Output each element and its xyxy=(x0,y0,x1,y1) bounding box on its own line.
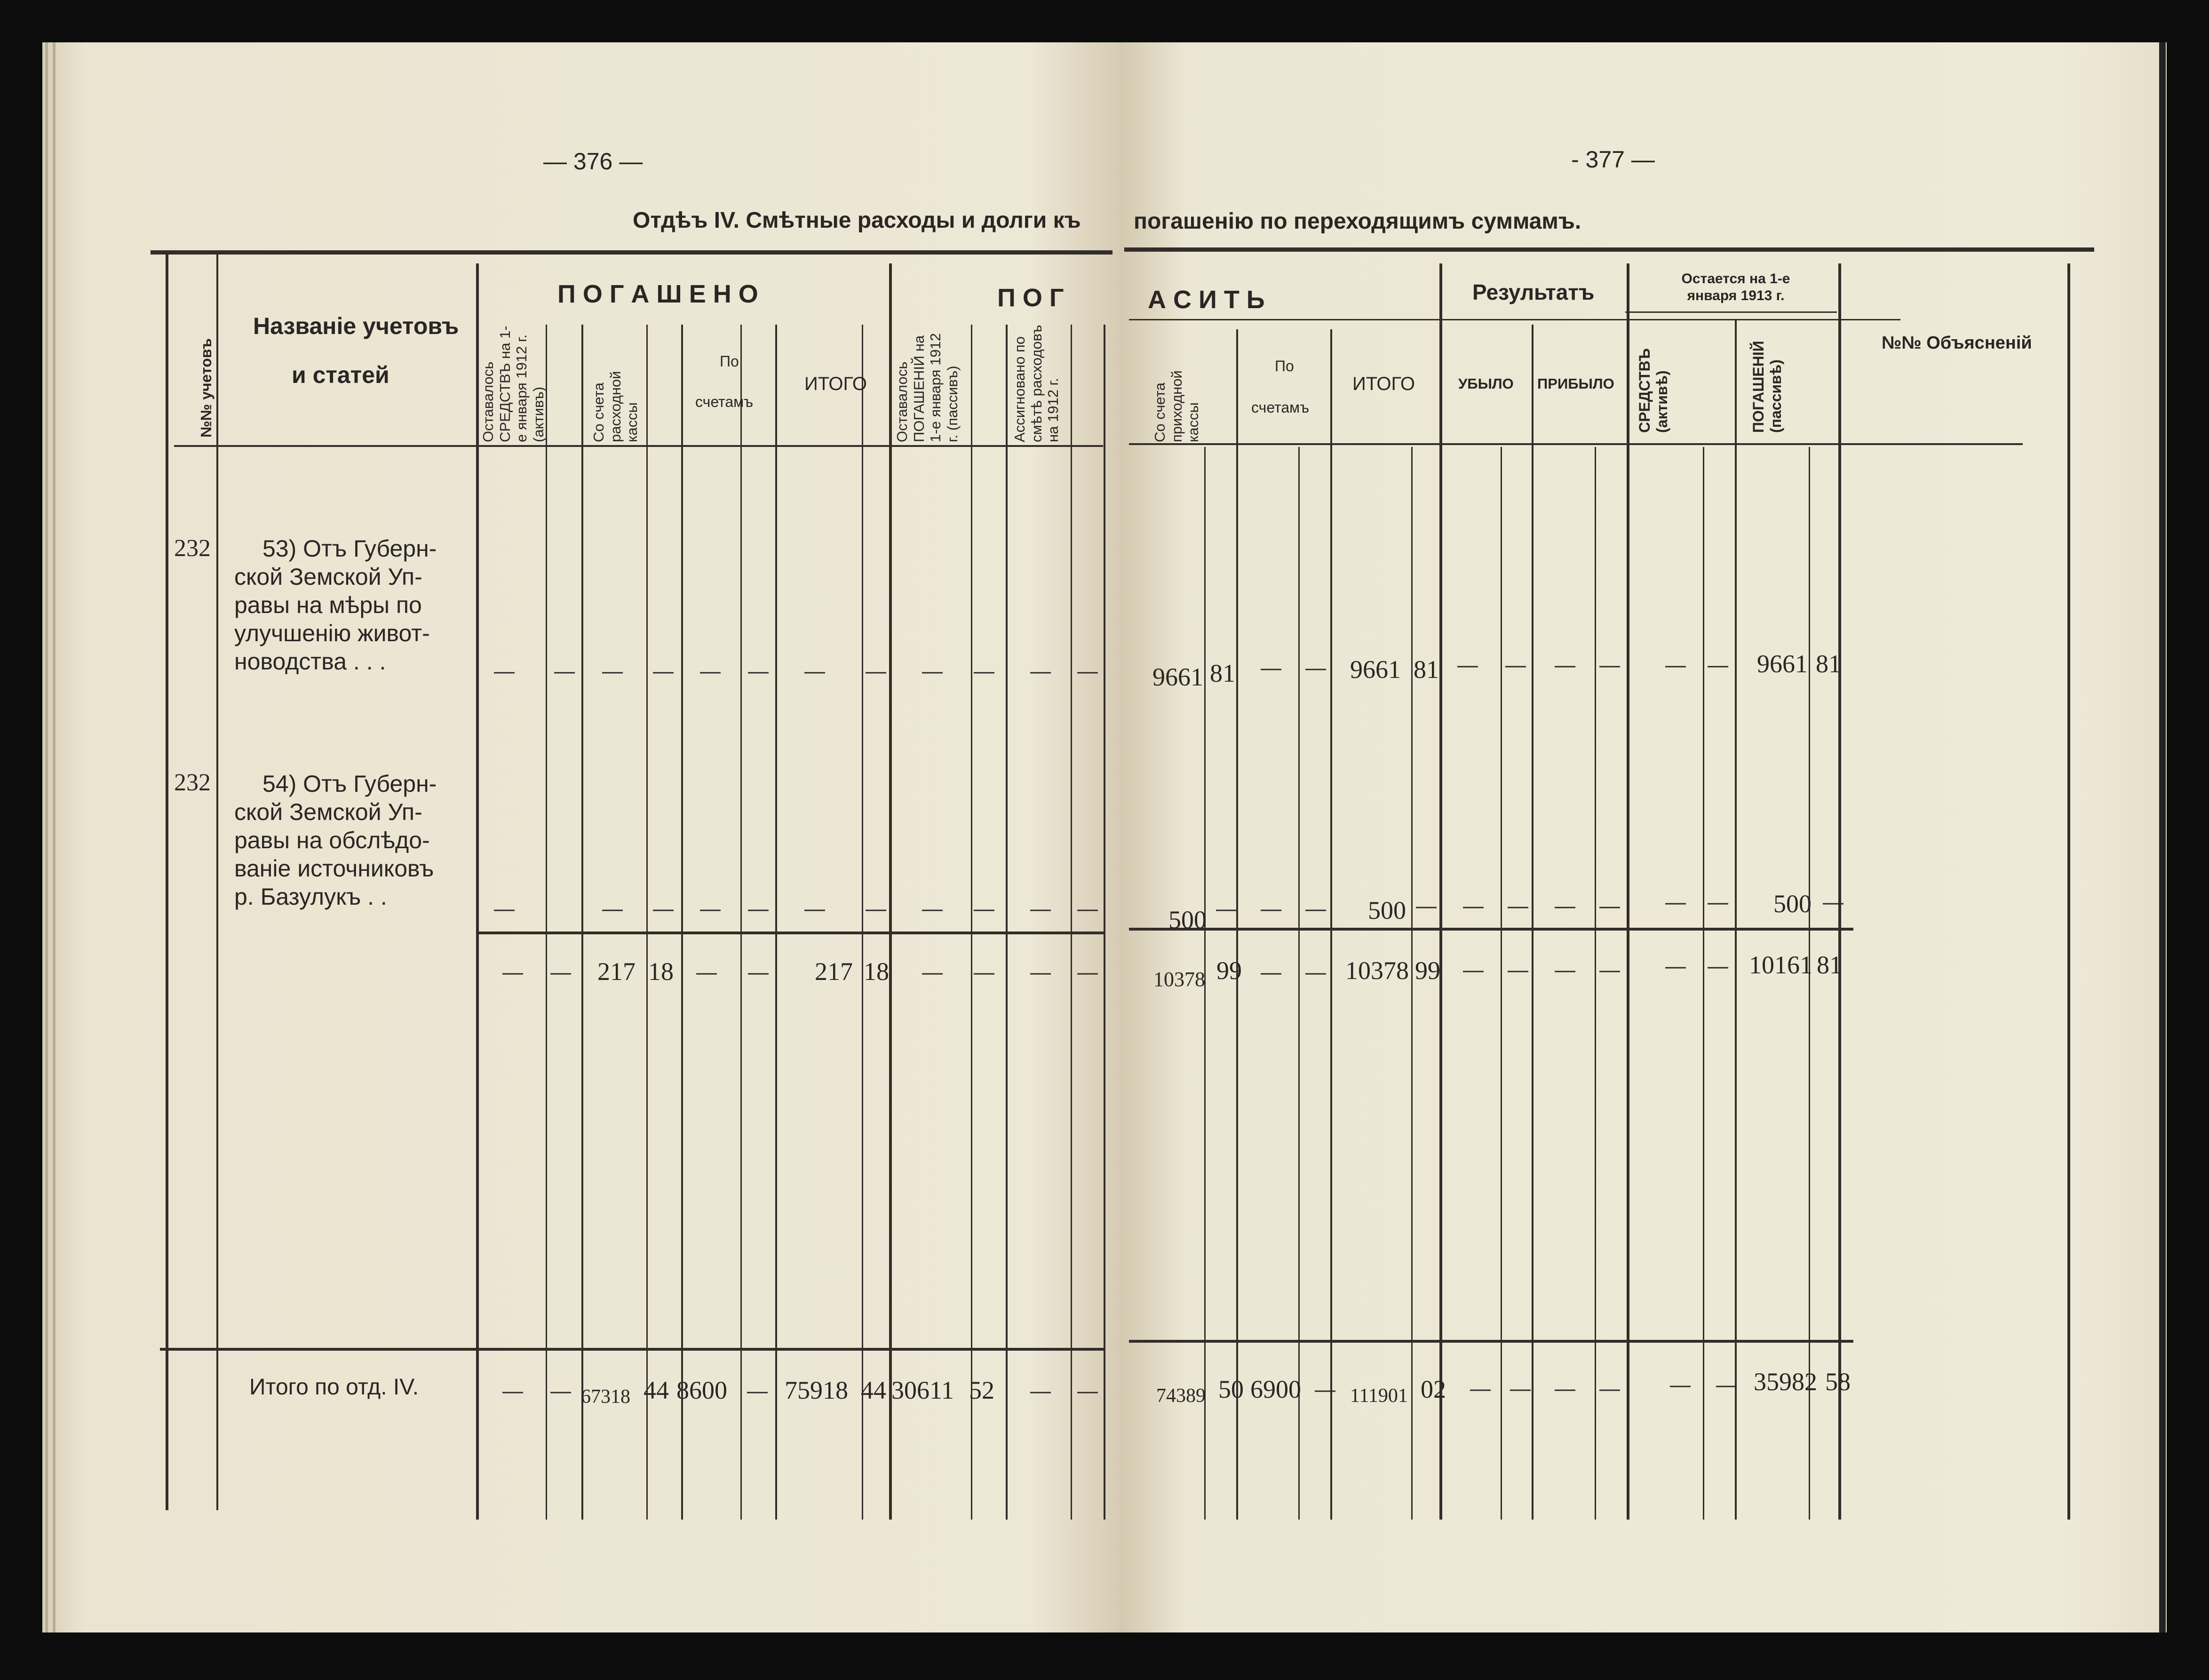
empty-cell-dash: — xyxy=(1555,894,1575,917)
empty-cell-dash: — xyxy=(974,660,994,683)
total-income-rubles: 74389 xyxy=(1156,1385,1206,1407)
col-rule xyxy=(581,325,583,1520)
empty-cell-dash: — xyxy=(700,660,721,683)
total-remain-kopecks: 58 xyxy=(1825,1368,1851,1396)
header-rule xyxy=(174,445,1103,447)
total-debts-kopecks: 52 xyxy=(969,1376,994,1404)
group-rule xyxy=(1625,311,1837,313)
col-rule xyxy=(546,325,547,1520)
empty-cell-dash: — xyxy=(1555,653,1575,677)
total-expense-rubles: 67318 xyxy=(581,1386,630,1408)
total-rule xyxy=(160,1348,1105,1351)
header-by-accounts-l1: По xyxy=(1275,358,1294,374)
page-number-right: - 377 — xyxy=(1571,146,1655,173)
empty-cell-dash: — xyxy=(1463,894,1484,917)
empty-cell-dash: — xyxy=(494,897,515,920)
subtotal-expense-rubles: 217 xyxy=(597,957,636,986)
header-by-accounts-l1: По xyxy=(720,353,739,370)
empty-cell-dash: — xyxy=(1716,1373,1737,1396)
empty-cell-dash: — xyxy=(922,660,943,683)
empty-cell-dash: — xyxy=(1261,897,1281,920)
empty-cell-dash: — xyxy=(1505,653,1526,677)
subtotal-income-rubles: 10378 xyxy=(1153,968,1205,991)
account-number: 232 xyxy=(174,535,211,562)
header-pogasit-left: П О Г xyxy=(997,284,1064,312)
total-label: Итого по отд. IV. xyxy=(249,1375,419,1400)
col-rule xyxy=(476,263,479,1520)
empty-cell-dash: — xyxy=(974,897,994,920)
section-title-left: Отдѣъ IV. Смѣтные расходы и долги къ xyxy=(633,208,1081,233)
empty-cell-dash: — xyxy=(602,897,623,920)
empty-cell-dash: — xyxy=(602,660,623,683)
header-decreased: УБЫЛО xyxy=(1458,375,1514,392)
subtotal-total2-kopecks: 99 xyxy=(1415,956,1440,985)
empty-cell-dash: — xyxy=(922,961,943,984)
header-pogasit-right: А С И Т Ь xyxy=(1148,286,1265,314)
subtotal-total2-rubles: 10378 xyxy=(1345,956,1409,985)
empty-cell-dash: — xyxy=(1599,894,1620,917)
total-income-kopecks: 50 xyxy=(1218,1375,1244,1403)
header-name-line2: и статей xyxy=(292,362,389,388)
empty-cell-dash: — xyxy=(1261,961,1281,984)
header-col-assigned: Ассигновано по смѣтѣ расходовъ на 1912 г. xyxy=(1011,325,1062,442)
page-edge xyxy=(45,42,48,1632)
col-rule xyxy=(1298,447,1300,1520)
row-description-line: новодства . . . xyxy=(234,648,386,675)
col-rule xyxy=(2067,263,2070,1520)
empty-cell-dash: — xyxy=(922,897,943,920)
empty-cell-dash: — xyxy=(1030,897,1051,920)
col-rule xyxy=(216,254,218,1510)
header-total: ИТОГО xyxy=(804,374,867,394)
empty-cell-dash: — xyxy=(1665,653,1686,677)
empty-cell-dash: — xyxy=(1555,1377,1575,1400)
empty-cell-dash: — xyxy=(1670,1373,1691,1396)
empty-cell-dash: — xyxy=(974,961,994,984)
page-edge xyxy=(53,42,56,1632)
row-description-line: ской Земской Уп- xyxy=(234,799,422,825)
header-by-accounts-l2: счетамъ xyxy=(695,393,754,410)
empty-cell-dash: — xyxy=(1030,1379,1051,1402)
row-description-line: равы на обслѣдо- xyxy=(234,827,430,853)
col-rule xyxy=(1532,325,1534,1520)
row-description-line: равы на мѣры по xyxy=(234,592,422,618)
page-number-left: — 376 — xyxy=(543,148,643,175)
empty-cell-dash: — xyxy=(1416,894,1437,917)
empty-cell-dash: — xyxy=(494,660,515,683)
row-description-line: ваніе источниковъ xyxy=(234,855,434,882)
row-description xyxy=(234,534,469,676)
col-rule xyxy=(1104,325,1105,1520)
empty-cell-dash: — xyxy=(700,897,721,920)
col-rule xyxy=(1236,329,1238,1520)
col-rule xyxy=(971,325,972,1520)
empty-cell-dash: — xyxy=(1463,958,1484,981)
total-remain-rubles: 35982 xyxy=(1754,1368,1817,1396)
empty-cell-dash: — xyxy=(1470,1377,1491,1400)
cell-remain-kopecks: 81 xyxy=(1816,650,1841,678)
col-rule xyxy=(740,325,742,1520)
empty-cell-dash: — xyxy=(1077,660,1098,683)
top-rule xyxy=(151,250,1112,255)
row-description-line: 53) Отъ Губерн- xyxy=(262,535,437,562)
empty-cell-dash: — xyxy=(554,660,575,683)
empty-cell-dash: — xyxy=(1508,958,1528,981)
total-accounts2-rubles: 6900 xyxy=(1250,1375,1301,1403)
subtotal-expense-kopecks: 18 xyxy=(648,957,674,986)
empty-cell-dash: — xyxy=(747,1379,768,1402)
total-total2-kopecks: 02 xyxy=(1421,1375,1446,1403)
empty-cell-dash: — xyxy=(1599,653,1620,677)
empty-cell-dash: — xyxy=(1315,1378,1335,1401)
cell-total-rubles: 500 xyxy=(1368,896,1406,924)
empty-cell-dash: — xyxy=(1708,955,1728,978)
empty-cell-dash: — xyxy=(866,897,886,920)
header-col-assets: СРЕДСТВЪ (активѣ) xyxy=(1636,348,1670,433)
header-col-expense-cash: Со счета расходной кассы xyxy=(590,371,641,442)
empty-cell-dash: — xyxy=(1077,897,1098,920)
empty-cell-dash: — xyxy=(1823,891,1843,914)
empty-cell-dash: — xyxy=(748,660,769,683)
empty-cell-dash: — xyxy=(1305,961,1326,984)
empty-cell-dash: — xyxy=(653,660,674,683)
cell-total-kopecks: 81 xyxy=(1414,655,1439,684)
col-rule xyxy=(681,325,683,1520)
header-col-income-cash: Со счета приходной кассы xyxy=(1152,370,1202,442)
row-description xyxy=(234,770,469,911)
row-description-line: ской Земской Уп- xyxy=(234,564,422,590)
col-rule xyxy=(1735,320,1737,1520)
col-rule xyxy=(1501,447,1502,1520)
subtotal-total-rubles: 217 xyxy=(815,957,853,986)
total-total2-rubles: 111901 xyxy=(1350,1385,1408,1407)
total-accounts-rubles: 8600 xyxy=(676,1376,727,1404)
empty-cell-dash: — xyxy=(1510,1377,1531,1400)
empty-cell-dash: — xyxy=(804,660,825,683)
subtotal-remain-rubles: 10161 xyxy=(1749,951,1812,979)
empty-cell-dash: — xyxy=(866,660,886,683)
section-title-right: погашенію по переходящимъ суммамъ. xyxy=(1134,209,1581,234)
empty-cell-dash: — xyxy=(1216,897,1237,920)
header-rule xyxy=(1129,443,2023,445)
col-rule xyxy=(775,325,777,1520)
empty-cell-dash: — xyxy=(1261,656,1281,679)
subtotal-income-kopecks: 99 xyxy=(1216,956,1242,985)
total-total-rubles: 75918 xyxy=(785,1376,848,1404)
header-pogasheno: П О Г А Ш Е Н О xyxy=(557,280,758,308)
row-description-line: 54) Отъ Губерн- xyxy=(262,771,437,797)
col-rule xyxy=(862,325,863,1520)
cell-income-kopecks: 81 xyxy=(1210,659,1235,687)
empty-cell-dash: — xyxy=(1457,653,1478,677)
header-col-remained-debts: Оставалось ПОГАШЕНІЙ на 1-е января 1912 г. (пассивъ) xyxy=(894,333,961,442)
empty-cell-dash: — xyxy=(748,897,769,920)
cell-remain-rubles: 9661 xyxy=(1757,650,1808,678)
col-rule xyxy=(1411,447,1413,1520)
subtotal-remain-kopecks: 81 xyxy=(1817,951,1842,979)
subtotal-rule xyxy=(477,932,1105,934)
total-total-kopecks: 44 xyxy=(861,1376,886,1404)
col-rule xyxy=(646,325,648,1520)
subtotal-total-kopecks: 18 xyxy=(864,957,889,986)
header-remains: Остается на 1-е января 1913 г. xyxy=(1681,271,1790,303)
empty-cell-dash: — xyxy=(550,1379,571,1402)
empty-cell-dash: — xyxy=(1665,891,1686,914)
account-number: 232 xyxy=(174,769,211,796)
header-result: Результатъ xyxy=(1472,280,1595,304)
empty-cell-dash: — xyxy=(1708,653,1728,677)
empty-cell-dash: — xyxy=(1665,955,1686,978)
empty-cell-dash: — xyxy=(1708,891,1728,914)
header-increased: ПРИБЫЛО xyxy=(1537,375,1614,392)
header-by-accounts-l2: счетамъ xyxy=(1251,399,1310,416)
empty-cell-dash: — xyxy=(1599,958,1620,981)
empty-cell-dash: — xyxy=(1305,656,1326,679)
cell-income-rubles: 9661 xyxy=(1152,663,1203,691)
empty-cell-dash: — xyxy=(1077,961,1098,984)
header-name-line1: Названіе учетовъ xyxy=(253,313,459,339)
header-total: ИТОГО xyxy=(1352,374,1415,394)
group-rule xyxy=(1129,319,1900,320)
col-rule xyxy=(889,263,892,1520)
cell-total-rubles: 9661 xyxy=(1350,655,1401,684)
header-explanations: №№ Объясненій xyxy=(1882,333,2032,353)
empty-cell-dash: — xyxy=(502,961,523,984)
col-rule xyxy=(1071,325,1072,1520)
empty-cell-dash: — xyxy=(696,961,717,984)
header-acct-no: №№ учетовъ xyxy=(198,338,215,438)
empty-cell-dash: — xyxy=(1599,1377,1620,1400)
col-rule xyxy=(166,254,168,1510)
col-rule xyxy=(1330,329,1332,1520)
cell-income-rubles: 500 xyxy=(1168,906,1207,934)
empty-cell-dash: — xyxy=(1555,958,1575,981)
empty-cell-dash: — xyxy=(748,961,769,984)
empty-cell-dash: — xyxy=(1077,1379,1098,1402)
empty-cell-dash: — xyxy=(1508,894,1528,917)
col-rule xyxy=(1006,325,1008,1520)
page-edge xyxy=(2159,42,2166,1632)
total-expense-kopecks: 44 xyxy=(644,1376,669,1404)
empty-cell-dash: — xyxy=(1305,897,1326,920)
col-rule xyxy=(1627,263,1629,1520)
empty-cell-dash: — xyxy=(804,897,825,920)
col-rule xyxy=(1703,447,1704,1520)
row-description-line: р. Базулукъ . . xyxy=(234,884,387,910)
empty-cell-dash: — xyxy=(1030,961,1051,984)
empty-cell-dash: — xyxy=(502,1379,523,1402)
header-col-debts: ПОГАШЕНІЙ (пассивѣ) xyxy=(1750,341,1784,433)
empty-cell-dash: — xyxy=(550,961,571,984)
empty-cell-dash: — xyxy=(1030,660,1051,683)
col-rule xyxy=(1439,263,1442,1520)
total-debts-rubles: 30611 xyxy=(891,1376,954,1404)
top-rule xyxy=(1124,247,2094,252)
header-col-remained-assets: Оставалось СРЕДСТВЪ на 1-е января 1912 г. (активъ) xyxy=(480,326,547,442)
row-description-line: улучшенію живот- xyxy=(234,620,430,646)
col-rule xyxy=(1595,447,1596,1520)
empty-cell-dash: — xyxy=(653,897,674,920)
col-rule xyxy=(1809,447,1810,1520)
cell-remain-rubles: 500 xyxy=(1773,890,1812,918)
